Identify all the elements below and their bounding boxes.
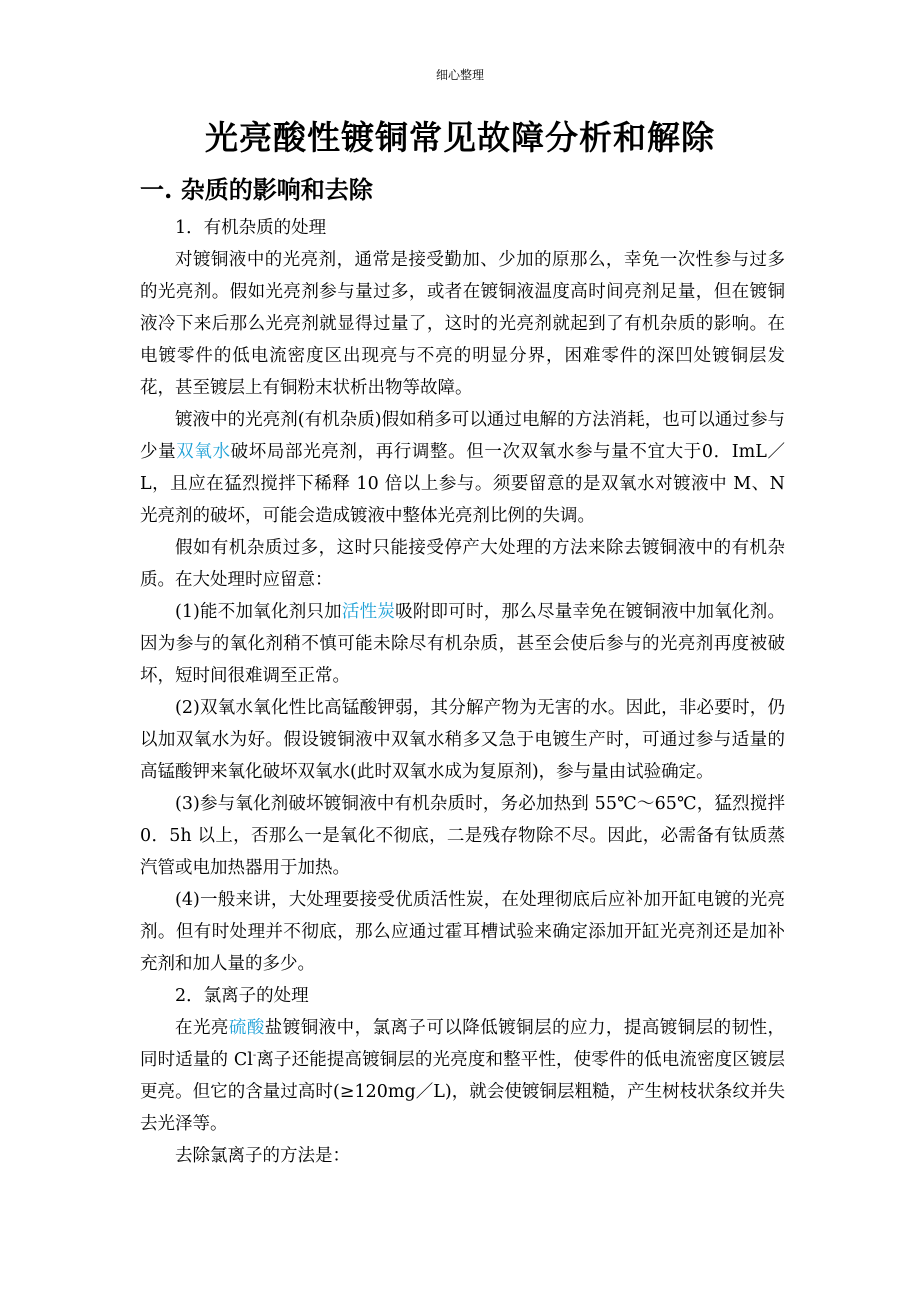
paragraph-point-3: (3)参与氧化剂破坏镀铜液中有机杂质时，务必加热到 55℃～65℃，猛烈搅拌 0．5h 以上，否那么一是氧化不彻底，二是残存物除不尽。因此，必需备有钛质蒸汽管或电加热器用于加热。 <box>140 794 785 878</box>
paragraph-point-1 <box>140 596 785 692</box>
paragraph-brightener-dosing: 对镀铜液中的光亮剂，通常是接受勤加、少加的原那么，幸免一次性参与过多的光亮剂。假如光亮剂参与量过多，或者在镀铜液温度高时间亮剂足量，但在镀铜液冷下来后那么光亮剂就显得过量了，这时的光亮剂就起到了有机杂质的影响。在电镀零件的低电流密度区出现亮与不亮的明显分界，困难零件的深凹处镀铜层发花，甚至镀层上有铜粉末状析出物等故障。 <box>140 250 785 398</box>
sulfuric-acid-link[interactable]: 硫酸 <box>228 1018 265 1038</box>
subsection-heading-organic: 1．有机杂质的处理 <box>175 218 327 238</box>
superscript-minus: - <box>252 1050 257 1062</box>
section-heading-impurities: 一. 杂质的影响和去除 <box>140 175 373 204</box>
paragraph-chloride-effects <box>140 1012 785 1140</box>
paragraph-electrolysis-peroxide <box>140 404 785 532</box>
text-span: 吸附即可时，那么尽量幸免在镀铜液中加氧化剂。因为参与的氧化剂稍不慎可能未除尽有机杂质，甚至会使后参与的光亮剂再度被破坏，短时间很难调至正常。 <box>140 602 785 686</box>
paragraph-point-4: (4)一般来讲，大处理要接受优质活性炭，在处理彻底后应补加开缸电镀的光亮剂。但有时处理并不彻底，那么应通过霍耳槽试验来确定添加开缸光亮剂还是加补充剂和加人量的多少。 <box>140 890 785 974</box>
text-span: 镀液中的光亮剂(有机杂质)假如稍多可以通过电解的方法消耗，也可以通过参与少量 <box>140 410 785 462</box>
document-body <box>140 212 785 1172</box>
subsection-heading-chloride: 2．氯离子的处理 <box>175 986 309 1006</box>
text-span: 在光亮 <box>175 1018 229 1038</box>
document-title: 光亮酸性镀铜常见故障分析和解除 <box>205 118 715 157</box>
paragraph-major-treatment: 假如有机杂质过多，这时只能接受停产大处理的方法来除去镀铜液中的有机杂质。在大处理时应留意： <box>140 538 785 590</box>
text-span: 盐镀铜液中，氯离子可以降低镀铜层的应力，提高镀铜层的韧性，同时适量的 Cl <box>140 1018 786 1070</box>
activated-carbon-link[interactable]: 活性炭 <box>341 602 396 622</box>
text-span: 破坏局部光亮剂，再行调整。但一次双氧水参与量不宜大于0．ImL／L，且应在猛烈搅拌下稀释 10 倍以上参与。须要留意的是双氧水对镀液中 M、N 光亮剂的破坏，可能会造成镀液中整体光亮剂比例的失调。 <box>140 442 785 526</box>
page-header: 细心整理 <box>435 68 484 82</box>
text-span: 离子还能提高镀铜层的光亮度和整平性，使零件的低电流密度区镀层更亮。但它的含量过高时(≥120mg／L)，就会使镀铜层粗糙，产生树枝状条纹并失去光泽等。 <box>140 1050 785 1134</box>
text-span: (1)能不加氧化剂只加 <box>175 602 342 622</box>
paragraph-point-2: (2)双氧水氧化性比高锰酸钾弱，其分解产物为无害的水。因此，非必要时，仍以加双氧水为好。假设镀铜液中双氧水稍多又急于电镀生产时，可通过参与适量的高锰酸钾来氧化破坏双氧水(此时双氧水成为复原剂)，参与量由试验确定。 <box>140 698 785 782</box>
hydrogen-peroxide-link[interactable]: 双氧水 <box>176 442 231 462</box>
paragraph-chloride-removal: 去除氯离子的方法是： <box>175 1146 350 1166</box>
